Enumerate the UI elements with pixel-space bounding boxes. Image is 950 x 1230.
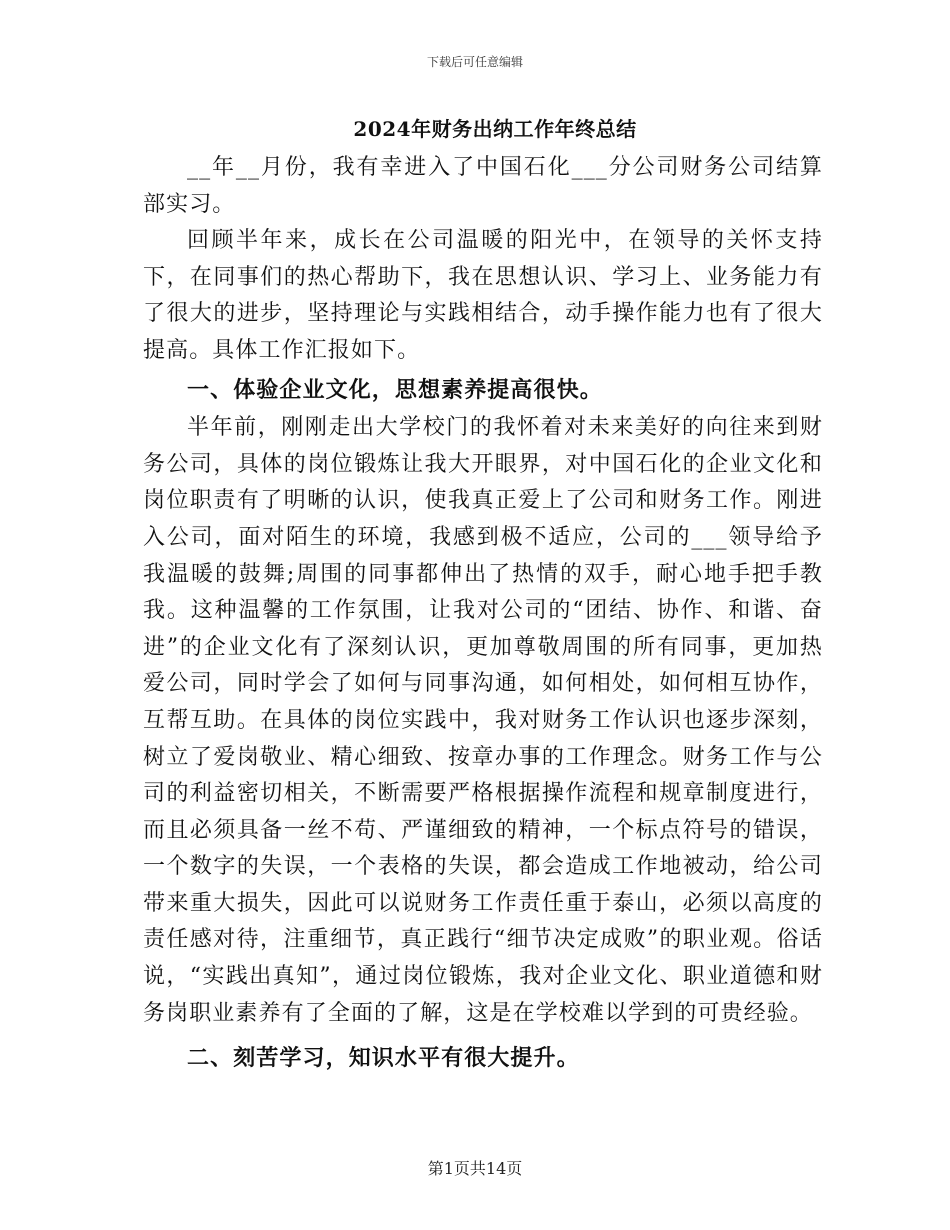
page-number: 第1页共14页 [427, 1159, 523, 1178]
section-heading-1: 一、体验企业文化，思想素养提高很快。 [187, 376, 603, 403]
document-body [143, 150, 823, 1077]
section-heading-2: 二、刻苦学习，知识水平有很大提升。 [187, 1045, 580, 1072]
header-note: 下载后可任意编辑 [426, 55, 523, 69]
document-title: 2024年财务出纳工作年终总结 [353, 117, 637, 141]
paragraph-intro: __年__月份，我有幸进入了中国石化___分公司财务公司结算部实习。 [143, 155, 823, 217]
paragraph-section-1: 半年前，刚刚走出大学校门的我怀着对未来美好的向往来到财务公司，具体的岗位锻炼让我大开眼界，对中国石化的企业文化和岗位职责有了明晰的认识，使我真正爱上了公司和财务工作。刚进入公司，面对陌生的环境，我感到极不适应，公司的___领导给予我温暖的鼓舞;周围的同事都伸出了热情的双手，耐心地手把手教我。这种温馨的工作氛围，让我对公司的“团结、协作、和谐、奋进”的企业文化有了深刻认识，更加尊敬周围的所有同事，更加热爱公司，同时学会了如何与同事沟通，如何相处，如何相互协作，互帮互助。在具体的岗位实践中，我对财务工作认识也逐步深刻，树立了爱岗敬业、精心细致、按章办事的工作理念。财务工作与公司的利益密切相关，不断需要严格根据操作流程和规章制度进行，而且必须具备一丝不苟、严谨细致的精神，一个标点符号的错误，一个数字的失误，一个表格的失误，都会造成工作地被动，给公司带来重大损失，因此可以说财务工作责任重于泰山，必须以高度的责任感对待，注重细节，真正践行“细节决定成败”的职业观。俗话说，“实践出真知”，通过岗位锻炼，我对企业文化、职业道德和财务岗职业素养有了全面的了解，这是在学校难以学到的可贵经验。 [143, 415, 823, 1026]
paragraph-review: 回顾半年来，成长在公司温暖的阳光中，在领导的关怀支持下，在同事们的热心帮助下，我在思想认识、学习上、业务能力有了很大的进步，坚持理论与实践相结合，动手操作能力也有了很大提高。具体工作汇报如下。 [143, 228, 823, 363]
